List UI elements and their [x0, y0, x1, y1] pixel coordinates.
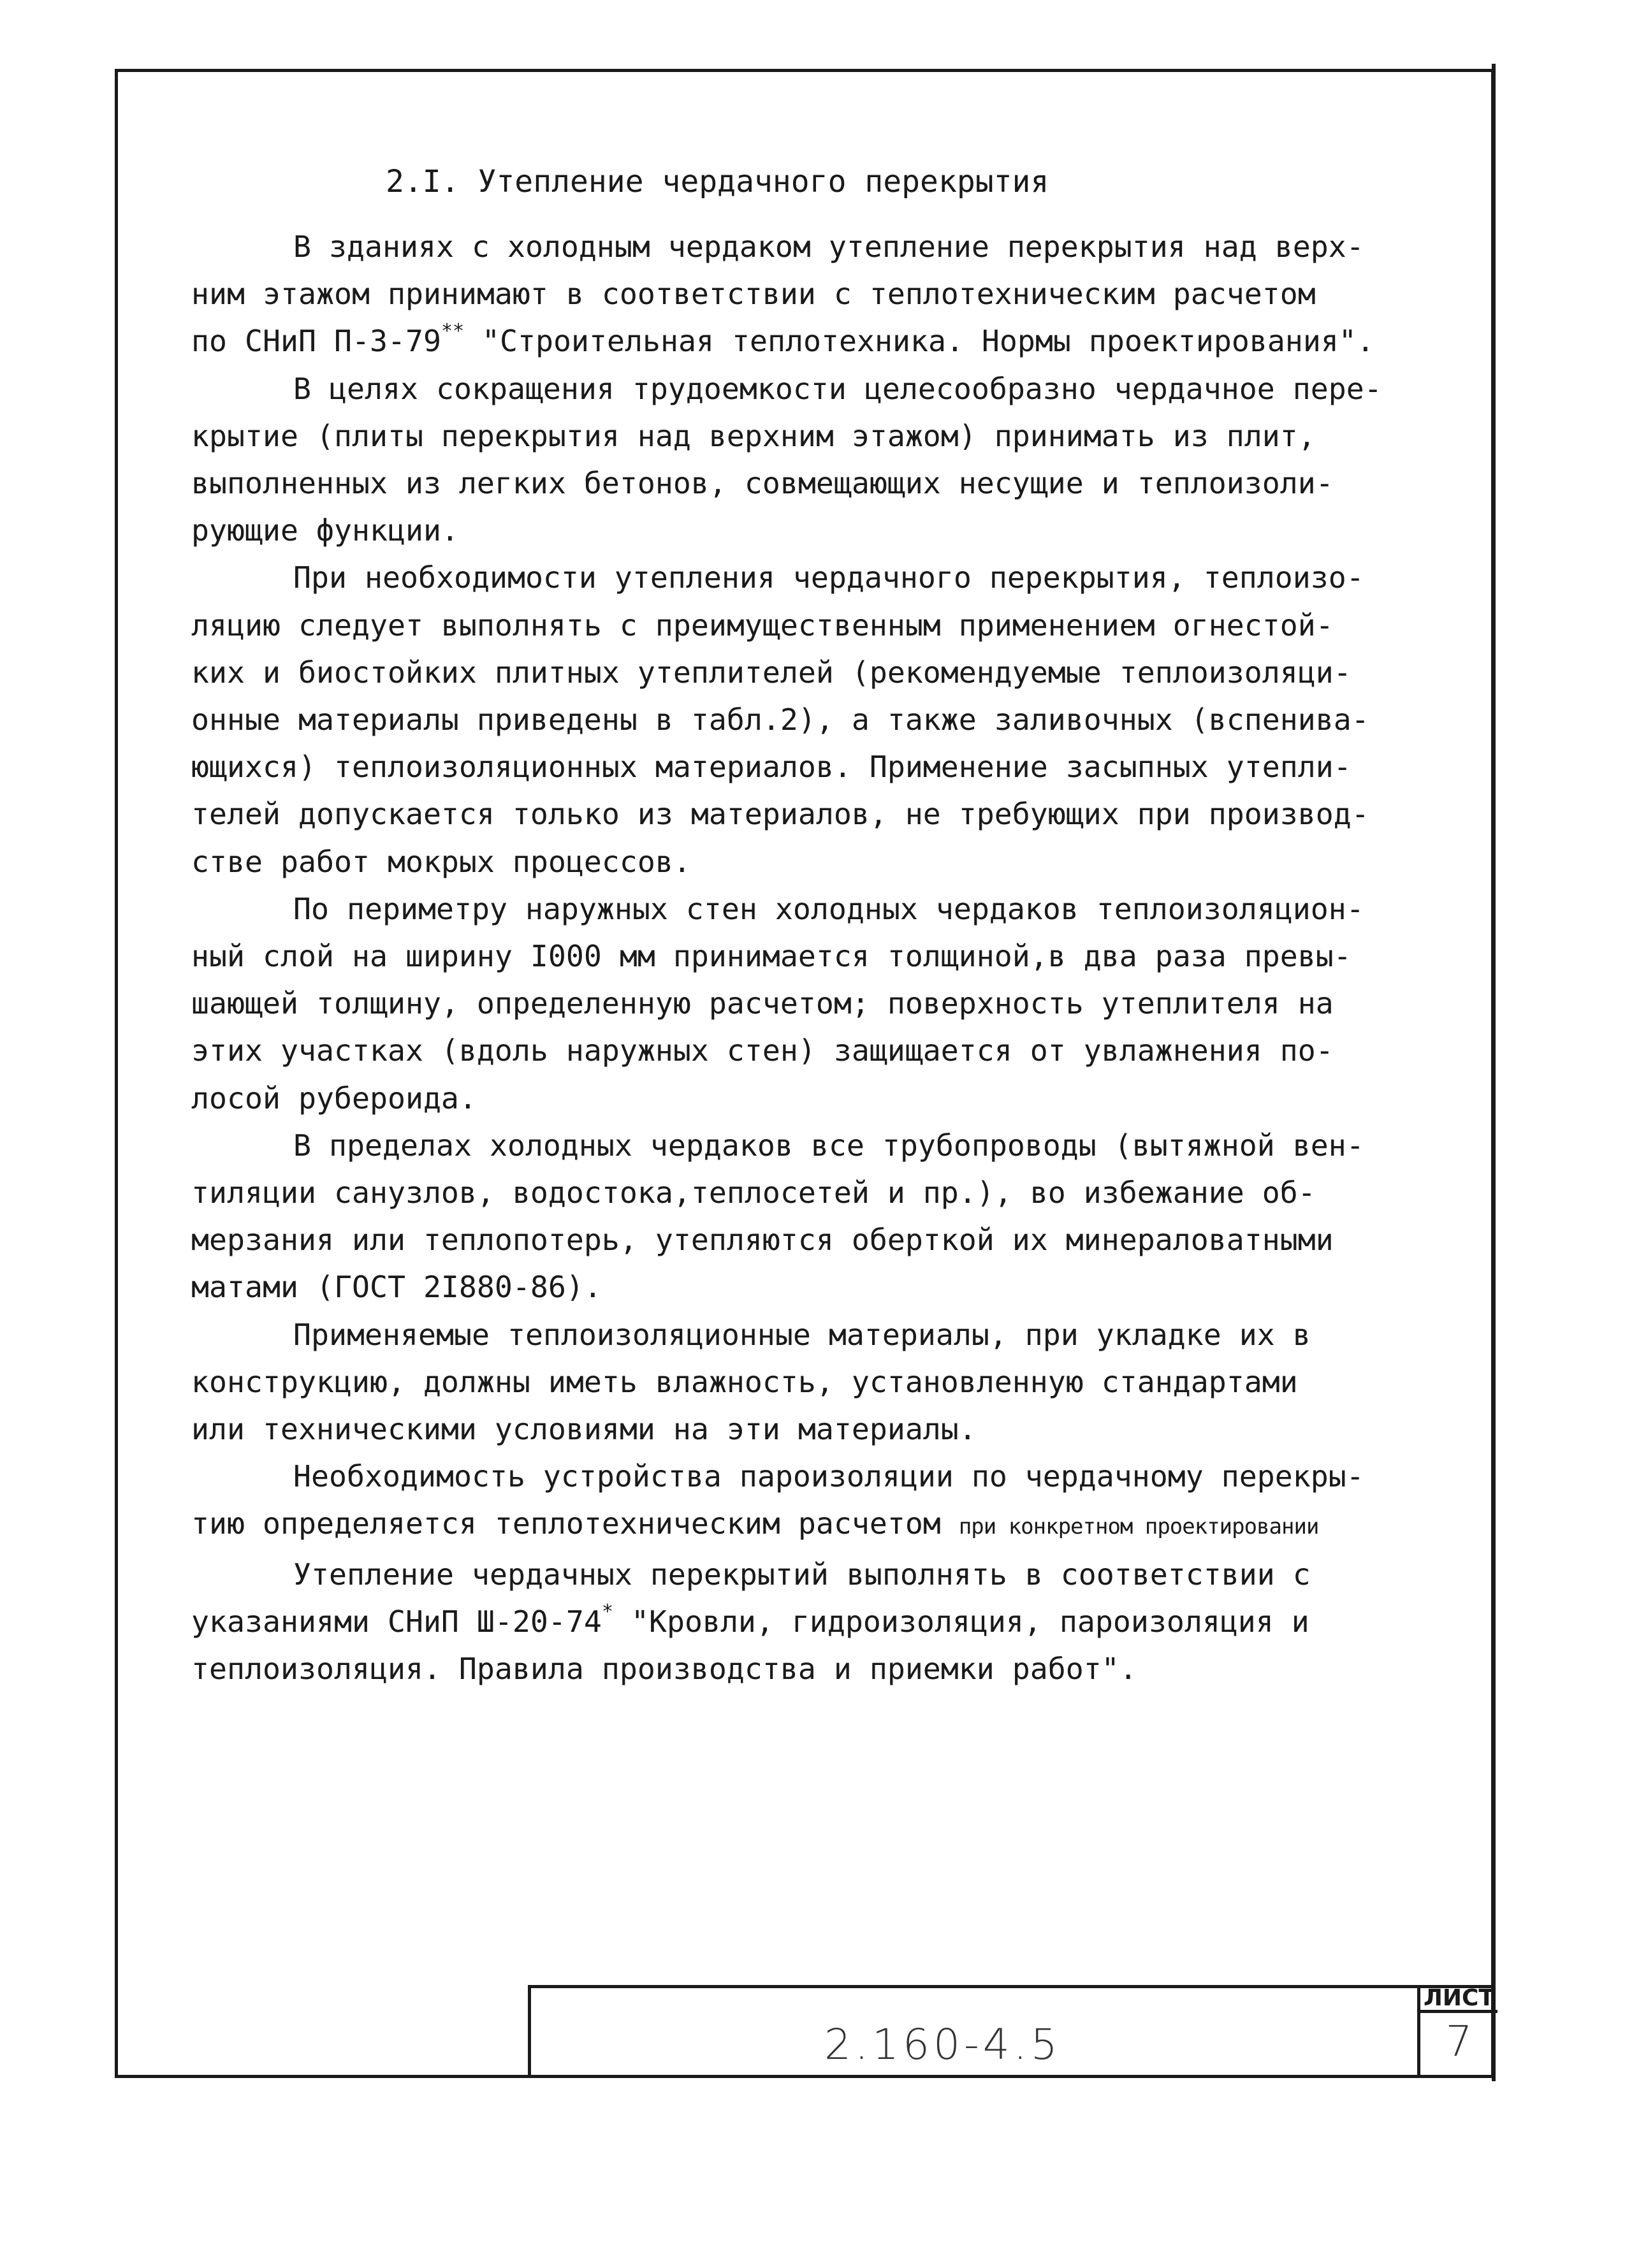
paragraph-line: В зданиях с холодным чердаком утепление перекрытия над верх-	[293, 229, 1364, 264]
paragraph-line: ких и биостойких плитных утеплителей (рекомендуемые теплоизоляци-	[191, 655, 1352, 690]
snip-title: "Кровли, гидроизоляция, пароизоляция и	[613, 1604, 1309, 1639]
paragraph-line: этих участках (вдоль наружных стен) защищается от увлажнения по-	[191, 1033, 1334, 1068]
paragraph-line: или техническими условиями на эти материалы.	[191, 1412, 977, 1447]
paragraph-line: тиляции санузлов, водостока,теплосетей и пр.), во избежание об-	[191, 1175, 1316, 1210]
handwritten-addition: при конкретном проектировании	[958, 1514, 1319, 1540]
document-code: 2.160-4.5	[824, 2020, 1061, 2069]
paragraph-line: В целях сокращения трудоемкости целесообразно чердачное пере-	[293, 371, 1382, 406]
paragraph-line: лосой рубероида.	[191, 1080, 477, 1116]
paragraph-line: ный слой на ширину I000 мм принимается толщиной,в два раза превы-	[191, 939, 1352, 974]
paragraph-line: Утепление чердачных перекрытий выполнять в соответствии с	[293, 1557, 1311, 1592]
paragraph-line: Применяемые теплоизоляционные материалы, при укладке их в	[293, 1317, 1311, 1352]
paragraph-line: крытие (плиты перекрытия над верхним этажом) принимать из плит,	[191, 418, 1316, 453]
paragraph-line	[191, 317, 1505, 365]
paragraph-line	[191, 1500, 1505, 1550]
footnote-mark: **	[441, 320, 465, 343]
sheet-number: 7	[1445, 2017, 1473, 2066]
body-text	[191, 223, 1505, 1692]
paragraph-line: В пределах холодных чердаков все трубопроводы (вытяжной вен-	[293, 1128, 1364, 1163]
paragraph-line: выполненных из легких бетонов, совмещающих несущие и теплоизоли-	[191, 466, 1334, 501]
sheet-label: ЛИСТ	[1420, 1985, 1497, 2013]
line-start: тию определяется теплотехническим расчетом	[191, 1506, 959, 1541]
footnote-mark: *	[601, 1600, 613, 1623]
snip-title: "Строительная теплотехника. Нормы проектирования".	[464, 324, 1374, 359]
paragraph-line: конструкцию, должны иметь влажность, установленную стандартами	[191, 1364, 1298, 1399]
title-block	[528, 1985, 1494, 2078]
paragraph-line: теплоизоляция. Правила производства и приемки работ".	[191, 1652, 1137, 1687]
paragraph-line	[191, 1598, 1505, 1645]
paragraph-line: шающей толщину, определенную расчетом; поверхность утеплителя на	[191, 986, 1334, 1021]
paragraph-line: ним этажом принимают в соответствии с теплотехническим расчетом	[191, 277, 1316, 312]
paragraph-line: стве работ мокрых процессов.	[191, 844, 691, 879]
paragraph-line: телей допускается только из материалов, не требующих при производ-	[191, 797, 1369, 832]
paragraph-line: ляцию следует выполнять с преимущественным применением огнестой-	[191, 607, 1334, 643]
paragraph-line: рующие функции.	[191, 513, 459, 548]
snip-reference: указаниями СНиП Ш-20-74	[191, 1604, 602, 1639]
snip-reference: по СНиП П-3-79	[191, 324, 441, 359]
sheet-cell	[1417, 1985, 1497, 2078]
paragraph-line: По периметру наружных стен холодных чердаков теплоизоляцион-	[293, 891, 1364, 926]
section-heading: 2.I. Утепление чердачного перекрытия	[386, 164, 1049, 200]
paragraph-line: мерзания или теплопотерь, утепляются оберткой их минераловатными	[191, 1223, 1334, 1258]
paragraph-line: ющихся) теплоизоляционных материалов. Применение засыпных утепли-	[191, 750, 1352, 785]
paragraph-line: онные материалы приведены в табл.2), а также заливочных (вспенива-	[191, 702, 1369, 738]
paragraph-line: матами (ГОСТ 2I880-86).	[191, 1270, 602, 1305]
paragraph-line: Необходимость устройства пароизоляции по чердачному перекры-	[293, 1459, 1364, 1494]
paragraph-line: При необходимости утепления чердачного перекрытия, теплоизо-	[293, 560, 1364, 595]
